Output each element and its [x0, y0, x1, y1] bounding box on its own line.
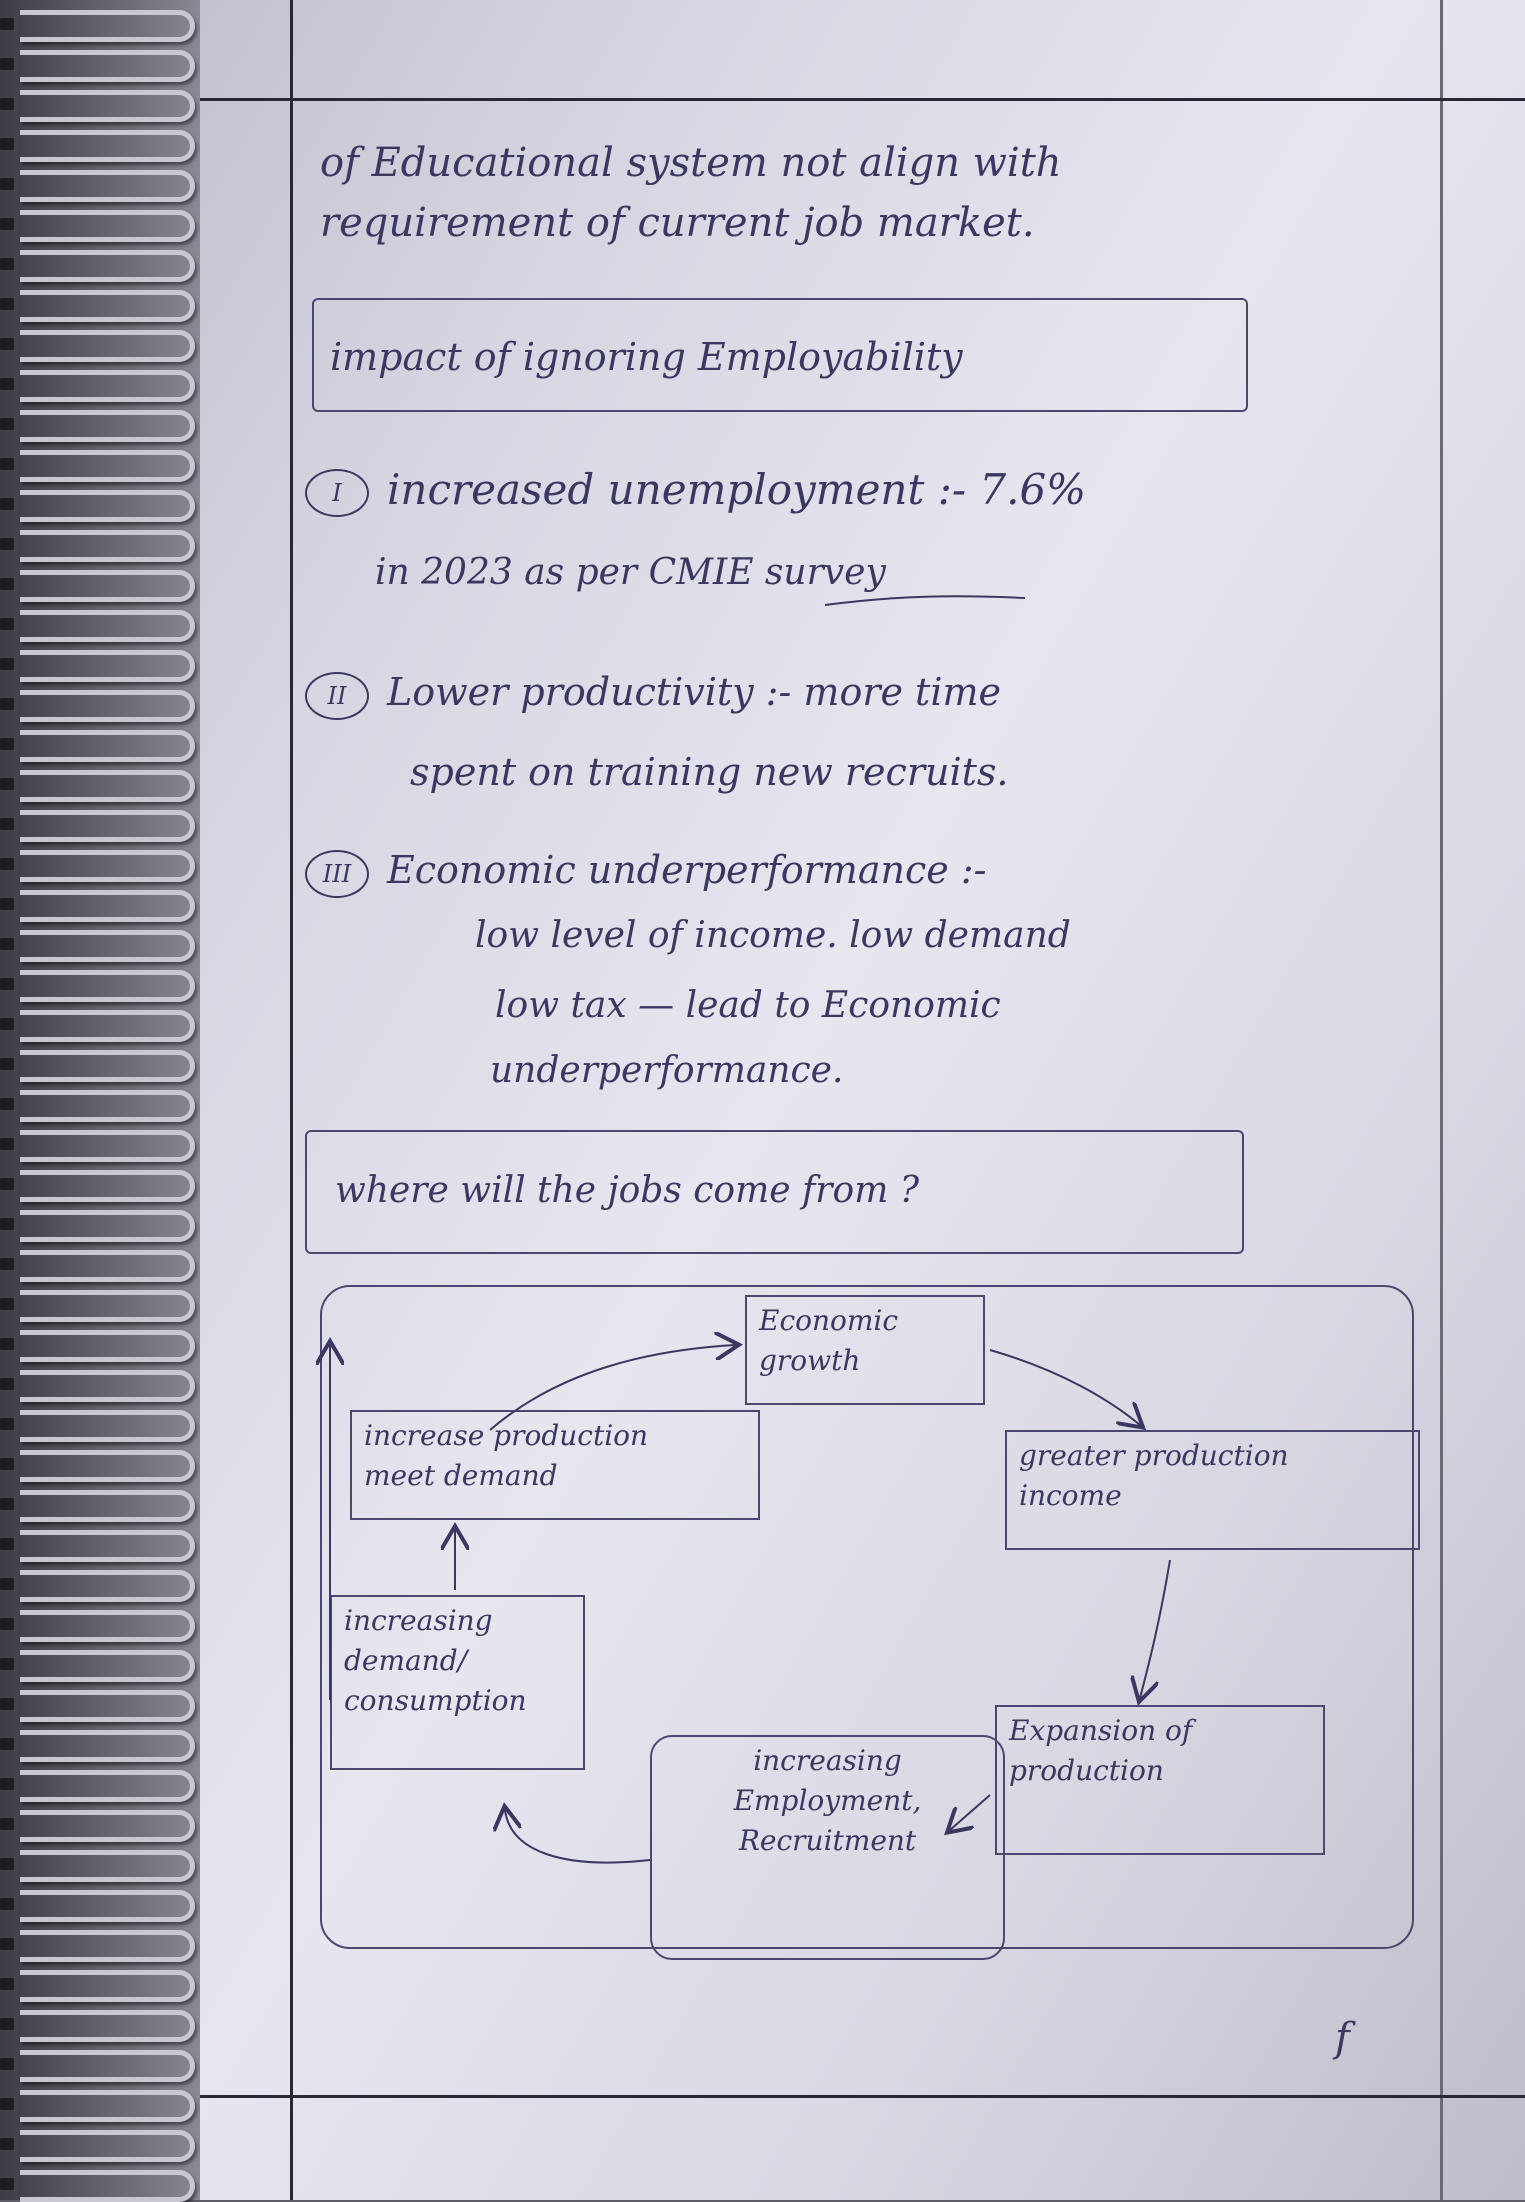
box-economic-growth: Economic growth [745, 1295, 985, 1405]
numeral-2: II [305, 672, 369, 720]
arrow-income-to-expansion [1140, 1560, 1170, 1698]
arrow-employment-to-demand [505, 1810, 650, 1863]
arrow-expansion-to-employment [950, 1795, 990, 1830]
box-greater-production: greater production income [1005, 1430, 1420, 1550]
point-3-line-2: low level of income. low demand [475, 915, 1071, 956]
point-1-line-1: I increased unemployment :- 7.6% [305, 465, 1086, 517]
numeral-1: I [305, 469, 369, 517]
signature-mark: f [1335, 2015, 1350, 2061]
point-2-line-1: II Lower productivity :- more time [305, 670, 1001, 720]
box-increase-production: increase production meet demand [350, 1410, 760, 1520]
box-expansion-production: Expansion of production [995, 1705, 1325, 1855]
jobs-heading: where will the jobs come from ? [335, 1170, 920, 1211]
arrow-growth-to-income [990, 1350, 1140, 1425]
numeral-3: III [305, 850, 369, 898]
cmie-underline [825, 596, 1025, 605]
impact-heading: impact of ignoring Employability [330, 335, 963, 379]
point-3-line-4: underperformance. [490, 1050, 844, 1091]
point-3-line-3: low tax — lead to Economic [495, 985, 1001, 1026]
intro-line-1: of Educational system not align with [320, 140, 1062, 186]
point-1-line-2: in 2023 as per CMIE survey [375, 552, 886, 593]
box-increasing-employment: increasing Employment, Recruitment [650, 1735, 1005, 1960]
arrow-production-to-growth [490, 1345, 735, 1430]
intro-line-2: requirement of current job market. [320, 200, 1035, 246]
box-increasing-demand: increasing demand/ consumption [330, 1595, 585, 1770]
point-3-line-1: III Economic underperformance :- [305, 848, 986, 898]
point-2-line-2: spent on training new recruits. [410, 750, 1009, 794]
